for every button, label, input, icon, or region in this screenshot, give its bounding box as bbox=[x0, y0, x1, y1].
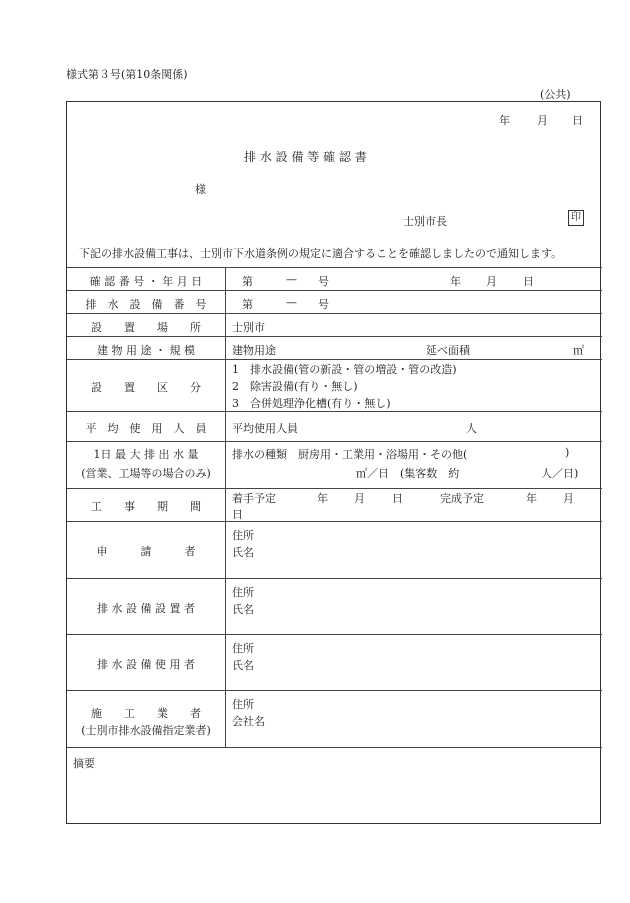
date-year-label: 年 bbox=[499, 114, 510, 127]
summary-label: 摘要 bbox=[73, 757, 95, 770]
row-divider bbox=[67, 359, 602, 360]
confirm-dash: — bbox=[286, 273, 297, 286]
row-divider bbox=[67, 313, 602, 314]
period-finish-year: 年 bbox=[526, 492, 537, 505]
period-start-year: 年 bbox=[317, 492, 328, 505]
period-finish-day: 日 bbox=[232, 508, 243, 521]
average-users-label: 平 均 使 用 人 員 bbox=[85, 422, 207, 435]
facility-number-label: 排 水 設 備 番 号 bbox=[85, 298, 207, 311]
average-users-value: 平均使用人員 bbox=[232, 422, 298, 435]
user-name-label: 氏名 bbox=[232, 659, 254, 672]
period-start-month: 月 bbox=[354, 492, 365, 505]
period-finish-month: 月 bbox=[563, 492, 574, 505]
location-label: 設 置 場 所 bbox=[91, 321, 201, 334]
date-month-label: 月 bbox=[537, 114, 548, 127]
installer-name-label: 氏名 bbox=[232, 603, 254, 616]
contractor-company-label: 会社名 bbox=[232, 715, 265, 728]
document-title: 排 水 設 備 等 確 認 書 bbox=[244, 150, 367, 164]
category-option-2: 2 除害設備(有り・無し) bbox=[232, 380, 358, 393]
row-divider bbox=[67, 267, 602, 268]
confirm-label: 確 認 番 号 ・ 年 月 日 bbox=[89, 275, 203, 288]
contractor-address-label: 住所 bbox=[232, 698, 254, 711]
building-label: 建 物 用 途 ・ 規 模 bbox=[97, 344, 195, 357]
addressee-suffix: 様 bbox=[195, 183, 206, 196]
notice-text: 下記の排水設備工事は、士別市下水道条例の規定に適合することを確認しましたので通知します。 bbox=[79, 247, 563, 260]
period-start: 着手予定 bbox=[232, 492, 276, 505]
building-area: 延べ面積 bbox=[426, 344, 470, 357]
row-divider bbox=[67, 578, 602, 579]
facility-dai: 第 bbox=[242, 298, 253, 311]
confirm-gou: 号 bbox=[318, 275, 329, 288]
column-divider bbox=[225, 267, 226, 747]
user-label: 排 水 設 備 使 用 者 bbox=[97, 658, 195, 671]
category-label: 設 置 区 分 bbox=[91, 381, 201, 394]
row-divider bbox=[67, 441, 602, 442]
period-start-day: 日 bbox=[392, 492, 403, 505]
confirm-year: 年 bbox=[450, 275, 461, 288]
applicant-name-label: 氏名 bbox=[232, 546, 254, 559]
facility-gou: 号 bbox=[318, 298, 329, 311]
date-day-label: 日 bbox=[572, 114, 583, 127]
period-finish: 完成予定 bbox=[440, 492, 484, 505]
form-number: 様式第３号(第10条関係) bbox=[66, 68, 188, 81]
max-discharge-note: (営業、工場等の場合のみ) bbox=[81, 467, 211, 480]
building-area-unit: ㎡ bbox=[573, 344, 584, 357]
issuer-name: 士別市長 bbox=[403, 215, 447, 228]
form-box bbox=[66, 101, 601, 824]
discharge-volume: ㎥／日 (集客数 約 bbox=[356, 467, 460, 480]
discharge-types: 排水の種類 厨房用・工業用・浴場用・その他( bbox=[232, 448, 468, 461]
confirm-day: 日 bbox=[523, 275, 534, 288]
max-discharge-label: 1日 最 大 排 出 水 量 bbox=[93, 448, 199, 461]
row-divider bbox=[67, 634, 602, 635]
confirm-dai: 第 bbox=[242, 275, 253, 288]
row-divider bbox=[67, 411, 602, 412]
building-use: 建物用途 bbox=[232, 344, 276, 357]
row-divider bbox=[67, 521, 602, 522]
public-mark: (公共) bbox=[540, 88, 571, 101]
category-option-1: 1 排水設備(管の新設・管の増設・管の改造) bbox=[232, 363, 457, 376]
discharge-visitors-unit: 人／日) bbox=[541, 467, 579, 480]
period-label: 工 事 期 間 bbox=[91, 500, 201, 513]
user-address-label: 住所 bbox=[232, 642, 254, 655]
discharge-types-close: ) bbox=[565, 446, 570, 459]
category-option-3: 3 合併処理浄化槽(有り・無し) bbox=[232, 397, 391, 410]
installer-address-label: 住所 bbox=[232, 586, 254, 599]
location-value: 士別市 bbox=[232, 321, 265, 334]
row-divider bbox=[67, 488, 602, 489]
row-divider bbox=[67, 336, 602, 337]
row-divider bbox=[67, 690, 602, 691]
contractor-label: 施 工 業 者 bbox=[91, 707, 201, 720]
applicant-address-label: 住所 bbox=[232, 529, 254, 542]
row-divider bbox=[67, 290, 602, 291]
seal-mark: 印 bbox=[568, 210, 584, 226]
applicant-label: 申 請 者 bbox=[96, 545, 196, 558]
confirm-month: 月 bbox=[486, 275, 497, 288]
contractor-note: (士別市排水設備指定業者) bbox=[81, 724, 211, 737]
average-users-unit: 人 bbox=[466, 422, 477, 435]
facility-dash: — bbox=[286, 296, 297, 309]
row-divider bbox=[67, 747, 602, 748]
installer-label: 排 水 設 備 設 置 者 bbox=[97, 602, 195, 615]
